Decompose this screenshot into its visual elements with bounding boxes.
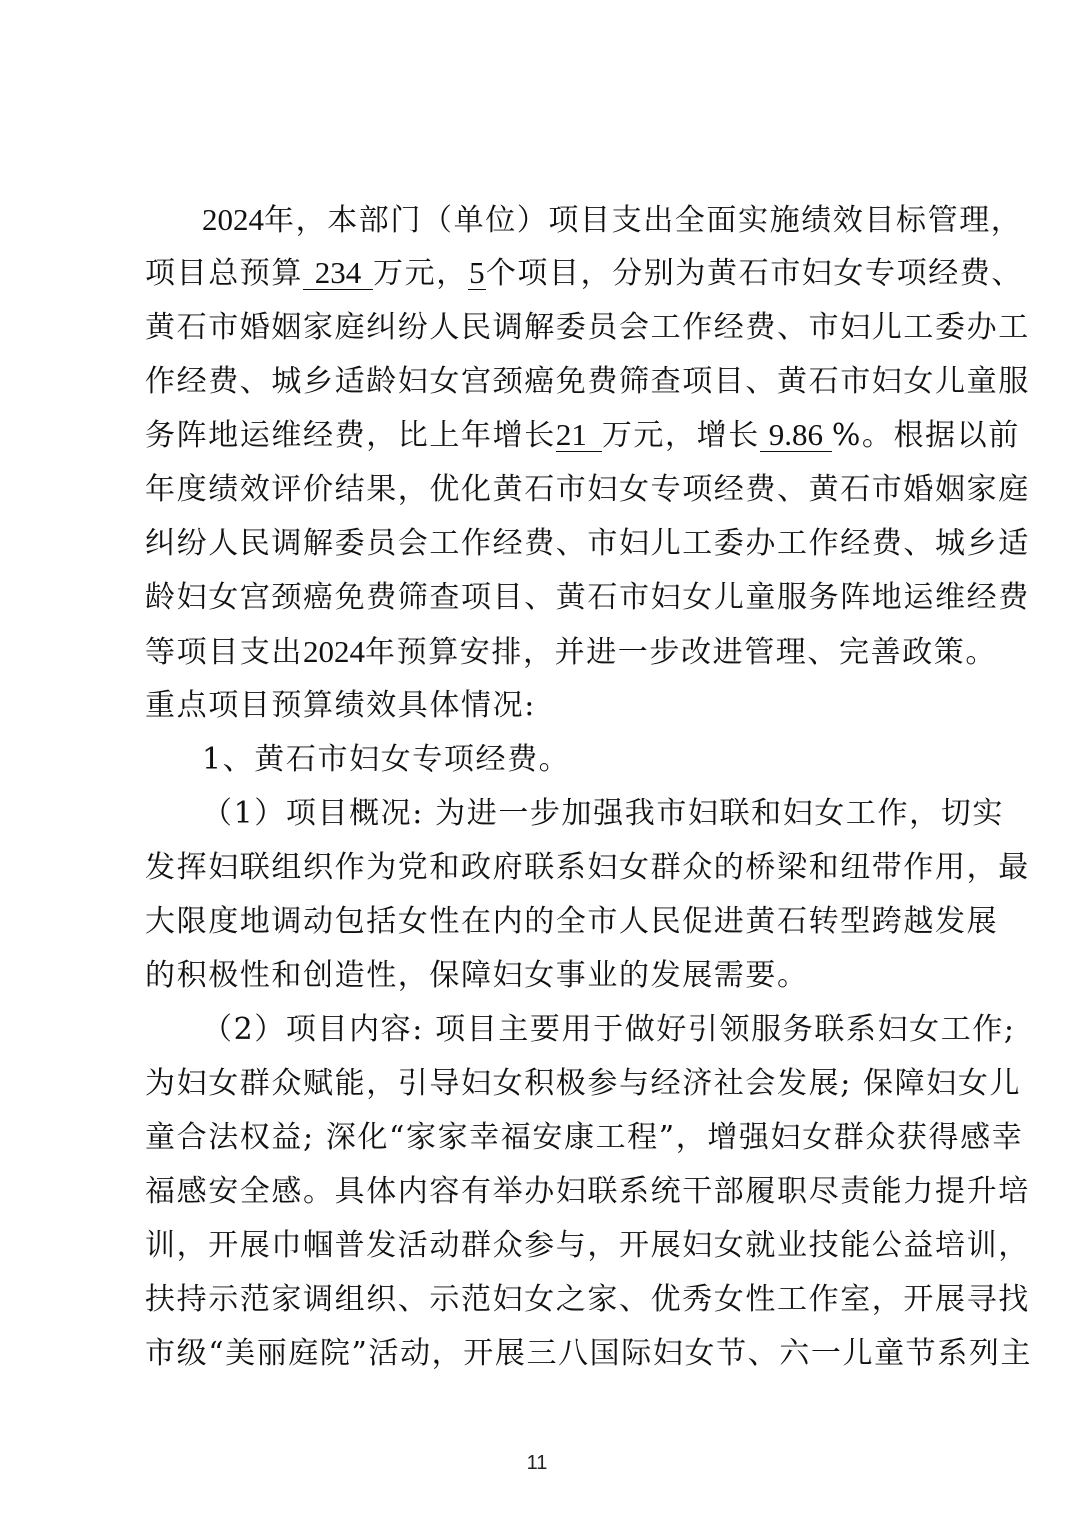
content-line: 童合法权益; 深化“家家幸福安康工程”，增强妇女群众获得感幸 xyxy=(145,1120,1024,1155)
content-line: 福感安全感。具体内容有举办妇联系统干部履职尽责能力提升培 xyxy=(145,1174,1030,1209)
overview-line: 大限度地调动包括女性在内的全市人民促进黄石转型跨越发展 xyxy=(145,904,999,939)
paragraph-text: 项目总预算 xyxy=(145,256,303,291)
year-value: 2024 xyxy=(303,634,365,669)
paragraph-text: 万元， xyxy=(373,256,468,291)
increase-amount-value: 21 xyxy=(556,420,602,452)
paragraph-text: 年预算安排，并进一步改进管理、完善政策。 xyxy=(365,635,997,670)
overview-line: 的积极性和创造性，保障妇女事业的发展需要。 xyxy=(145,958,809,993)
page-number: 11 xyxy=(526,1452,548,1474)
increase-percent-value: 9.86 xyxy=(760,420,832,452)
paragraph-text: 年，本部门（单位）项目支出全面实施绩效目标管理， xyxy=(264,203,1023,238)
paragraph-line: 年度绩效评价结果，优化黄石市妇女专项经费、黄石市婚姻家庭 xyxy=(145,472,1030,507)
section-heading: 1、黄石市妇女专项经费。 xyxy=(202,742,571,777)
total-budget-value: 234 xyxy=(303,258,373,290)
content-line: （2）项目内容: 项目主要用于做好引领服务联系妇女工作; xyxy=(202,1012,1016,1047)
content-line: 训，开展巾帼普发活动群众参与，开展妇女就业技能公益培训， xyxy=(145,1228,1030,1263)
paragraph-text: 万元，增长 xyxy=(601,418,760,453)
content-line: 为妇女群众赋能，引导妇女积极参与经济社会发展; 保障妇女儿 xyxy=(145,1066,1022,1101)
paragraph-line: 黄石市婚姻家庭纠纷人民调解委员会工作经费、市妇儿工委办工 xyxy=(145,310,1030,345)
content-line: 市级“美丽庭院”活动，开展三八国际妇女节、六一儿童节系列主 xyxy=(145,1336,1033,1371)
paragraph-line: 作经费、城乡适龄妇女宫颈癌免费筛查项目、黄石市妇女儿童服 xyxy=(145,364,1030,399)
paragraph-line xyxy=(145,632,997,672)
paragraph-line: 纠纷人民调解委员会工作经费、市妇儿工委办工作经费、城乡适 xyxy=(145,526,1030,561)
paragraph-line xyxy=(145,254,1024,294)
paragraph-text: 个项目，分别为黄石市妇女专项经费、 xyxy=(485,256,1024,291)
paragraph-text: 务阵地运维经费，比上年增长 xyxy=(145,418,556,453)
project-count-value: 5 xyxy=(469,255,485,290)
paragraph-text: 等项目支出 xyxy=(145,635,303,670)
paragraph-line: 重点项目预算绩效具体情况: xyxy=(145,688,536,723)
paragraph-line: 龄妇女宫颈癌免费筛查项目、黄石市妇女儿童服务阵地运维经费 xyxy=(145,580,1030,615)
paragraph-line xyxy=(145,416,1020,456)
year-value: 2024 xyxy=(202,202,264,237)
paragraph-text: %。根据以前 xyxy=(831,418,1020,453)
overview-line: 发挥妇联组织作为党和政府联系妇女群众的桥梁和纽带作用，最 xyxy=(145,850,1030,885)
paragraph-line xyxy=(202,200,1023,240)
overview-line: （1）项目概况: 为进一步加强我市妇联和妇女工作，切实 xyxy=(202,796,1004,831)
content-line: 扶持示范家调组织、示范妇女之家、优秀女性工作室，开展寻找 xyxy=(145,1282,1030,1317)
